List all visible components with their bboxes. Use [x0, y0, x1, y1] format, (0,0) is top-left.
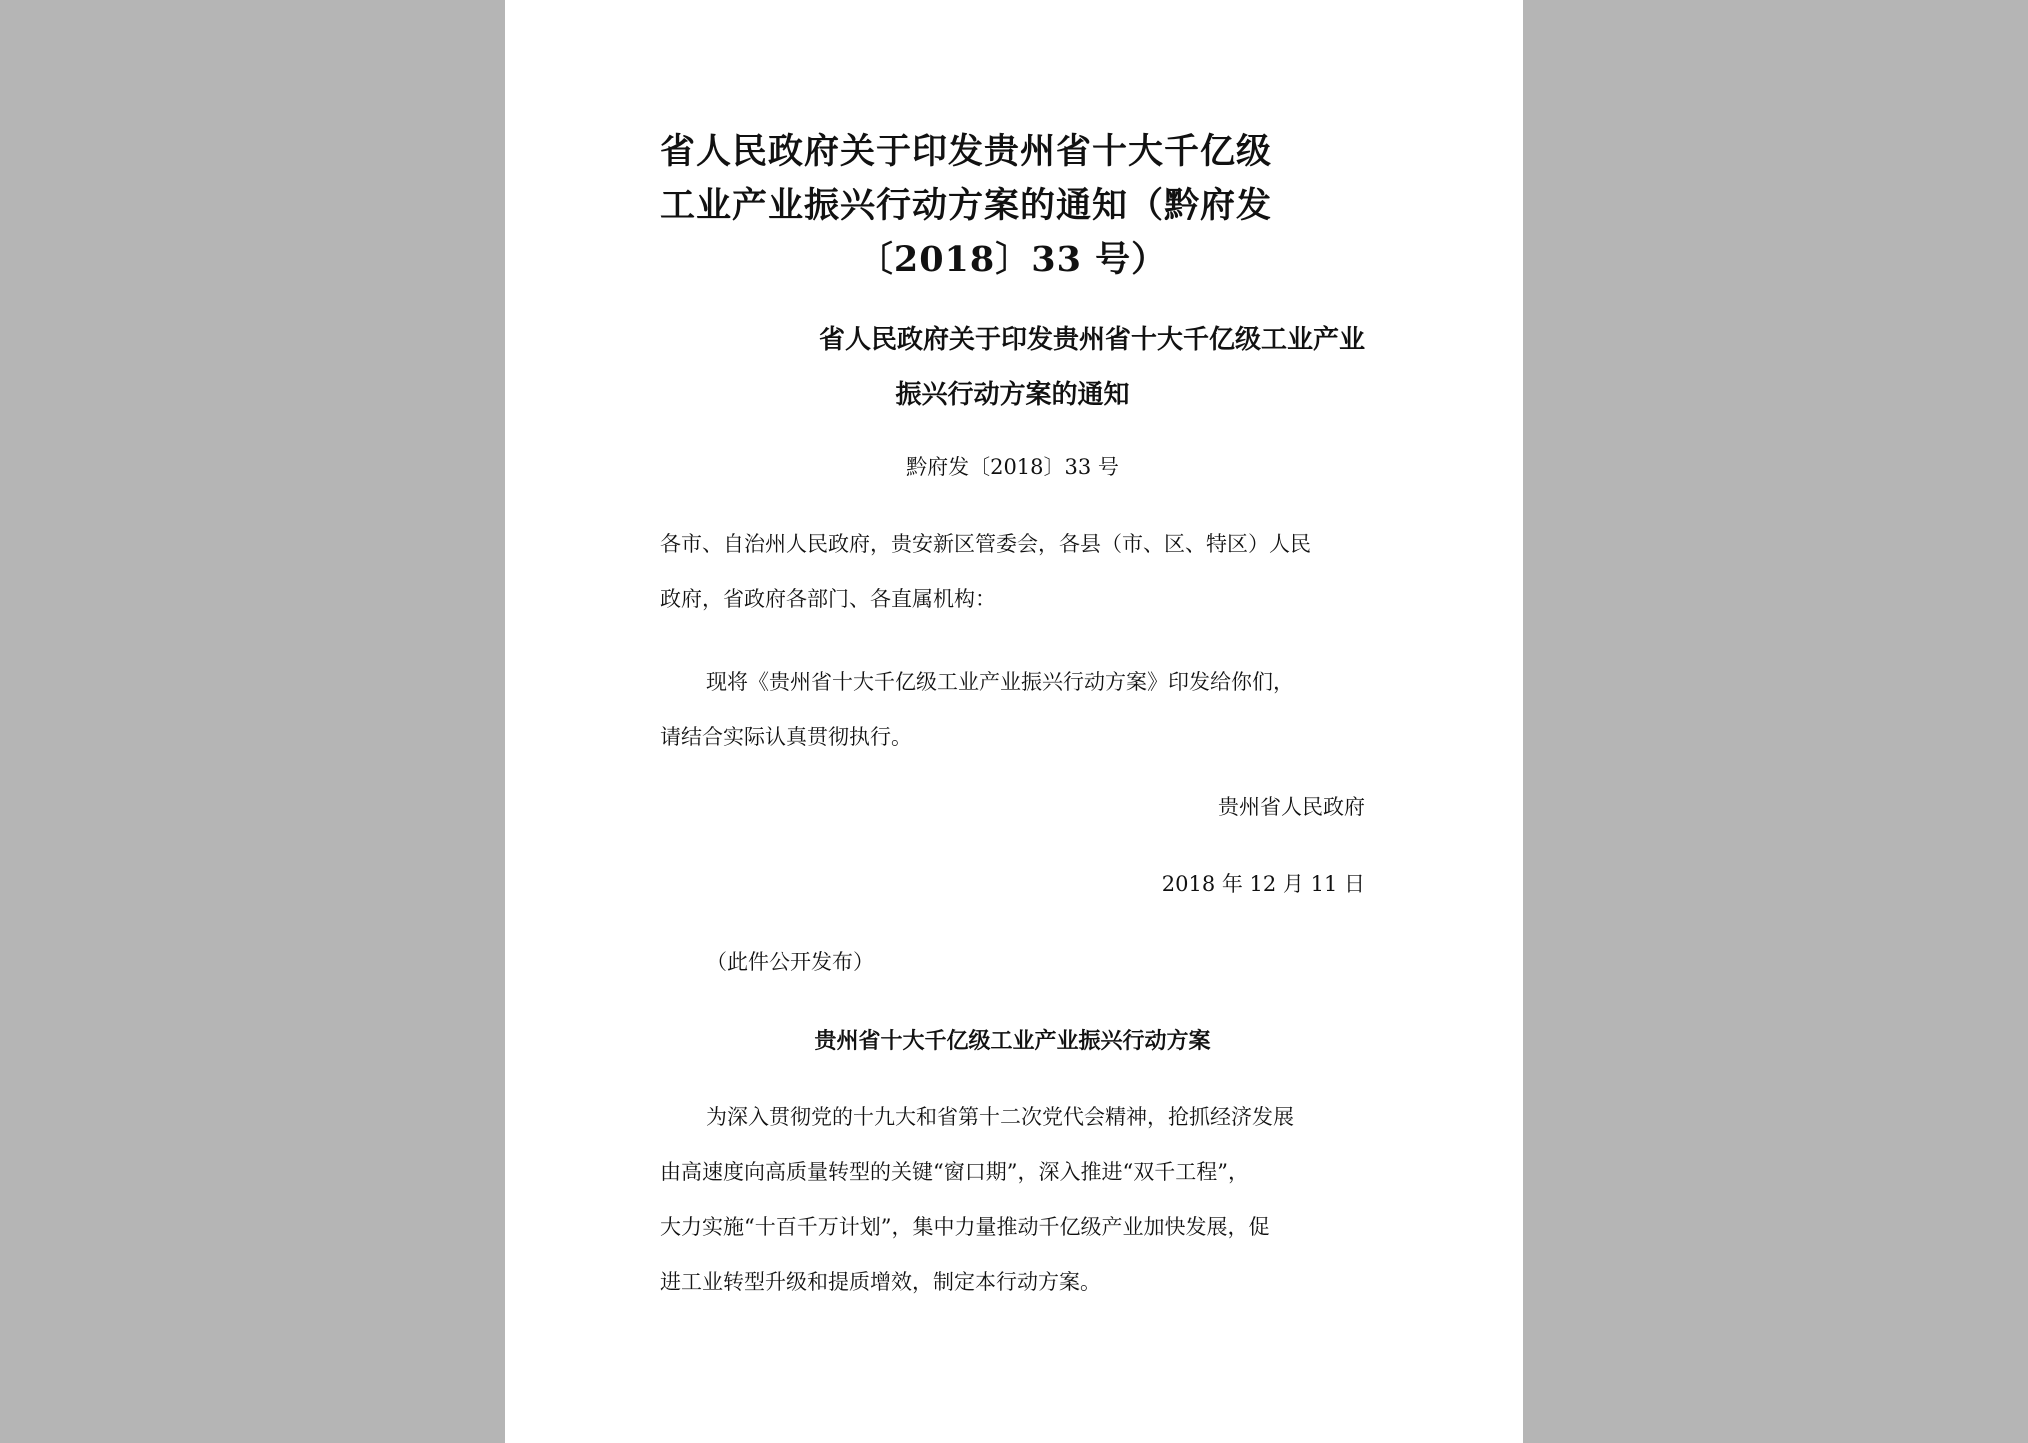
plan-title: 贵州省十大千亿级工业产业振兴行动方案 — [814, 1028, 1211, 1054]
document-title — [660, 125, 1365, 287]
plan-body-line-2: 由高速度向高质量转型的关键“窗口期”，深入推进“双千工程”， — [660, 1160, 1249, 1184]
notice-heading-line-2: 振兴行动方案的通知 — [895, 380, 1130, 410]
addressee-line-1: 各市、自治州人民政府，贵安新区管委会，各县（市、区、特区）人民 — [660, 532, 1311, 556]
public-release-note: （此件公开发布） — [706, 950, 874, 974]
document-number: 黔府发〔2018〕33 号 — [906, 455, 1119, 479]
addressee-line-2: 政府，省政府各部门、各直属机构： — [660, 587, 996, 611]
notice-body-paragraph — [660, 655, 1365, 765]
notice-heading — [660, 313, 1365, 423]
notice-heading-line-1: 省人民政府关于印发贵州省十大千亿级工业产业 — [818, 325, 1365, 355]
signer: 贵州省人民政府 — [1218, 795, 1365, 819]
document-page — [505, 0, 1523, 1443]
plan-body-line-4: 进工业转型升级和提质增效，制定本行动方案。 — [660, 1270, 1101, 1294]
plan-body-paragraph — [660, 1090, 1365, 1310]
plan-body-line-3: 大力实施“十百千万计划”，集中力量推动千亿级产业加快发展，促 — [660, 1215, 1270, 1239]
issue-date: 2018 年 12 月 11 日 — [1161, 872, 1365, 896]
notice-body-line-1: 现将《贵州省十大千亿级工业产业振兴行动方案》印发给你们， — [706, 670, 1294, 694]
plan-body-line-1: 为深入贯彻党的十九大和省第十二次党代会精神，抢抓经济发展 — [706, 1105, 1294, 1129]
notice-body-line-2: 请结合实际认真贯彻执行。 — [660, 725, 912, 749]
title-line-3: 〔2018〕33 号） — [857, 239, 1168, 280]
title-line-2: 工业产业振兴行动方案的通知（黔府发 — [660, 185, 1273, 226]
addressee-paragraph — [660, 517, 1365, 627]
title-line-1: 省人民政府关于印发贵州省十大千亿级 — [660, 131, 1273, 172]
